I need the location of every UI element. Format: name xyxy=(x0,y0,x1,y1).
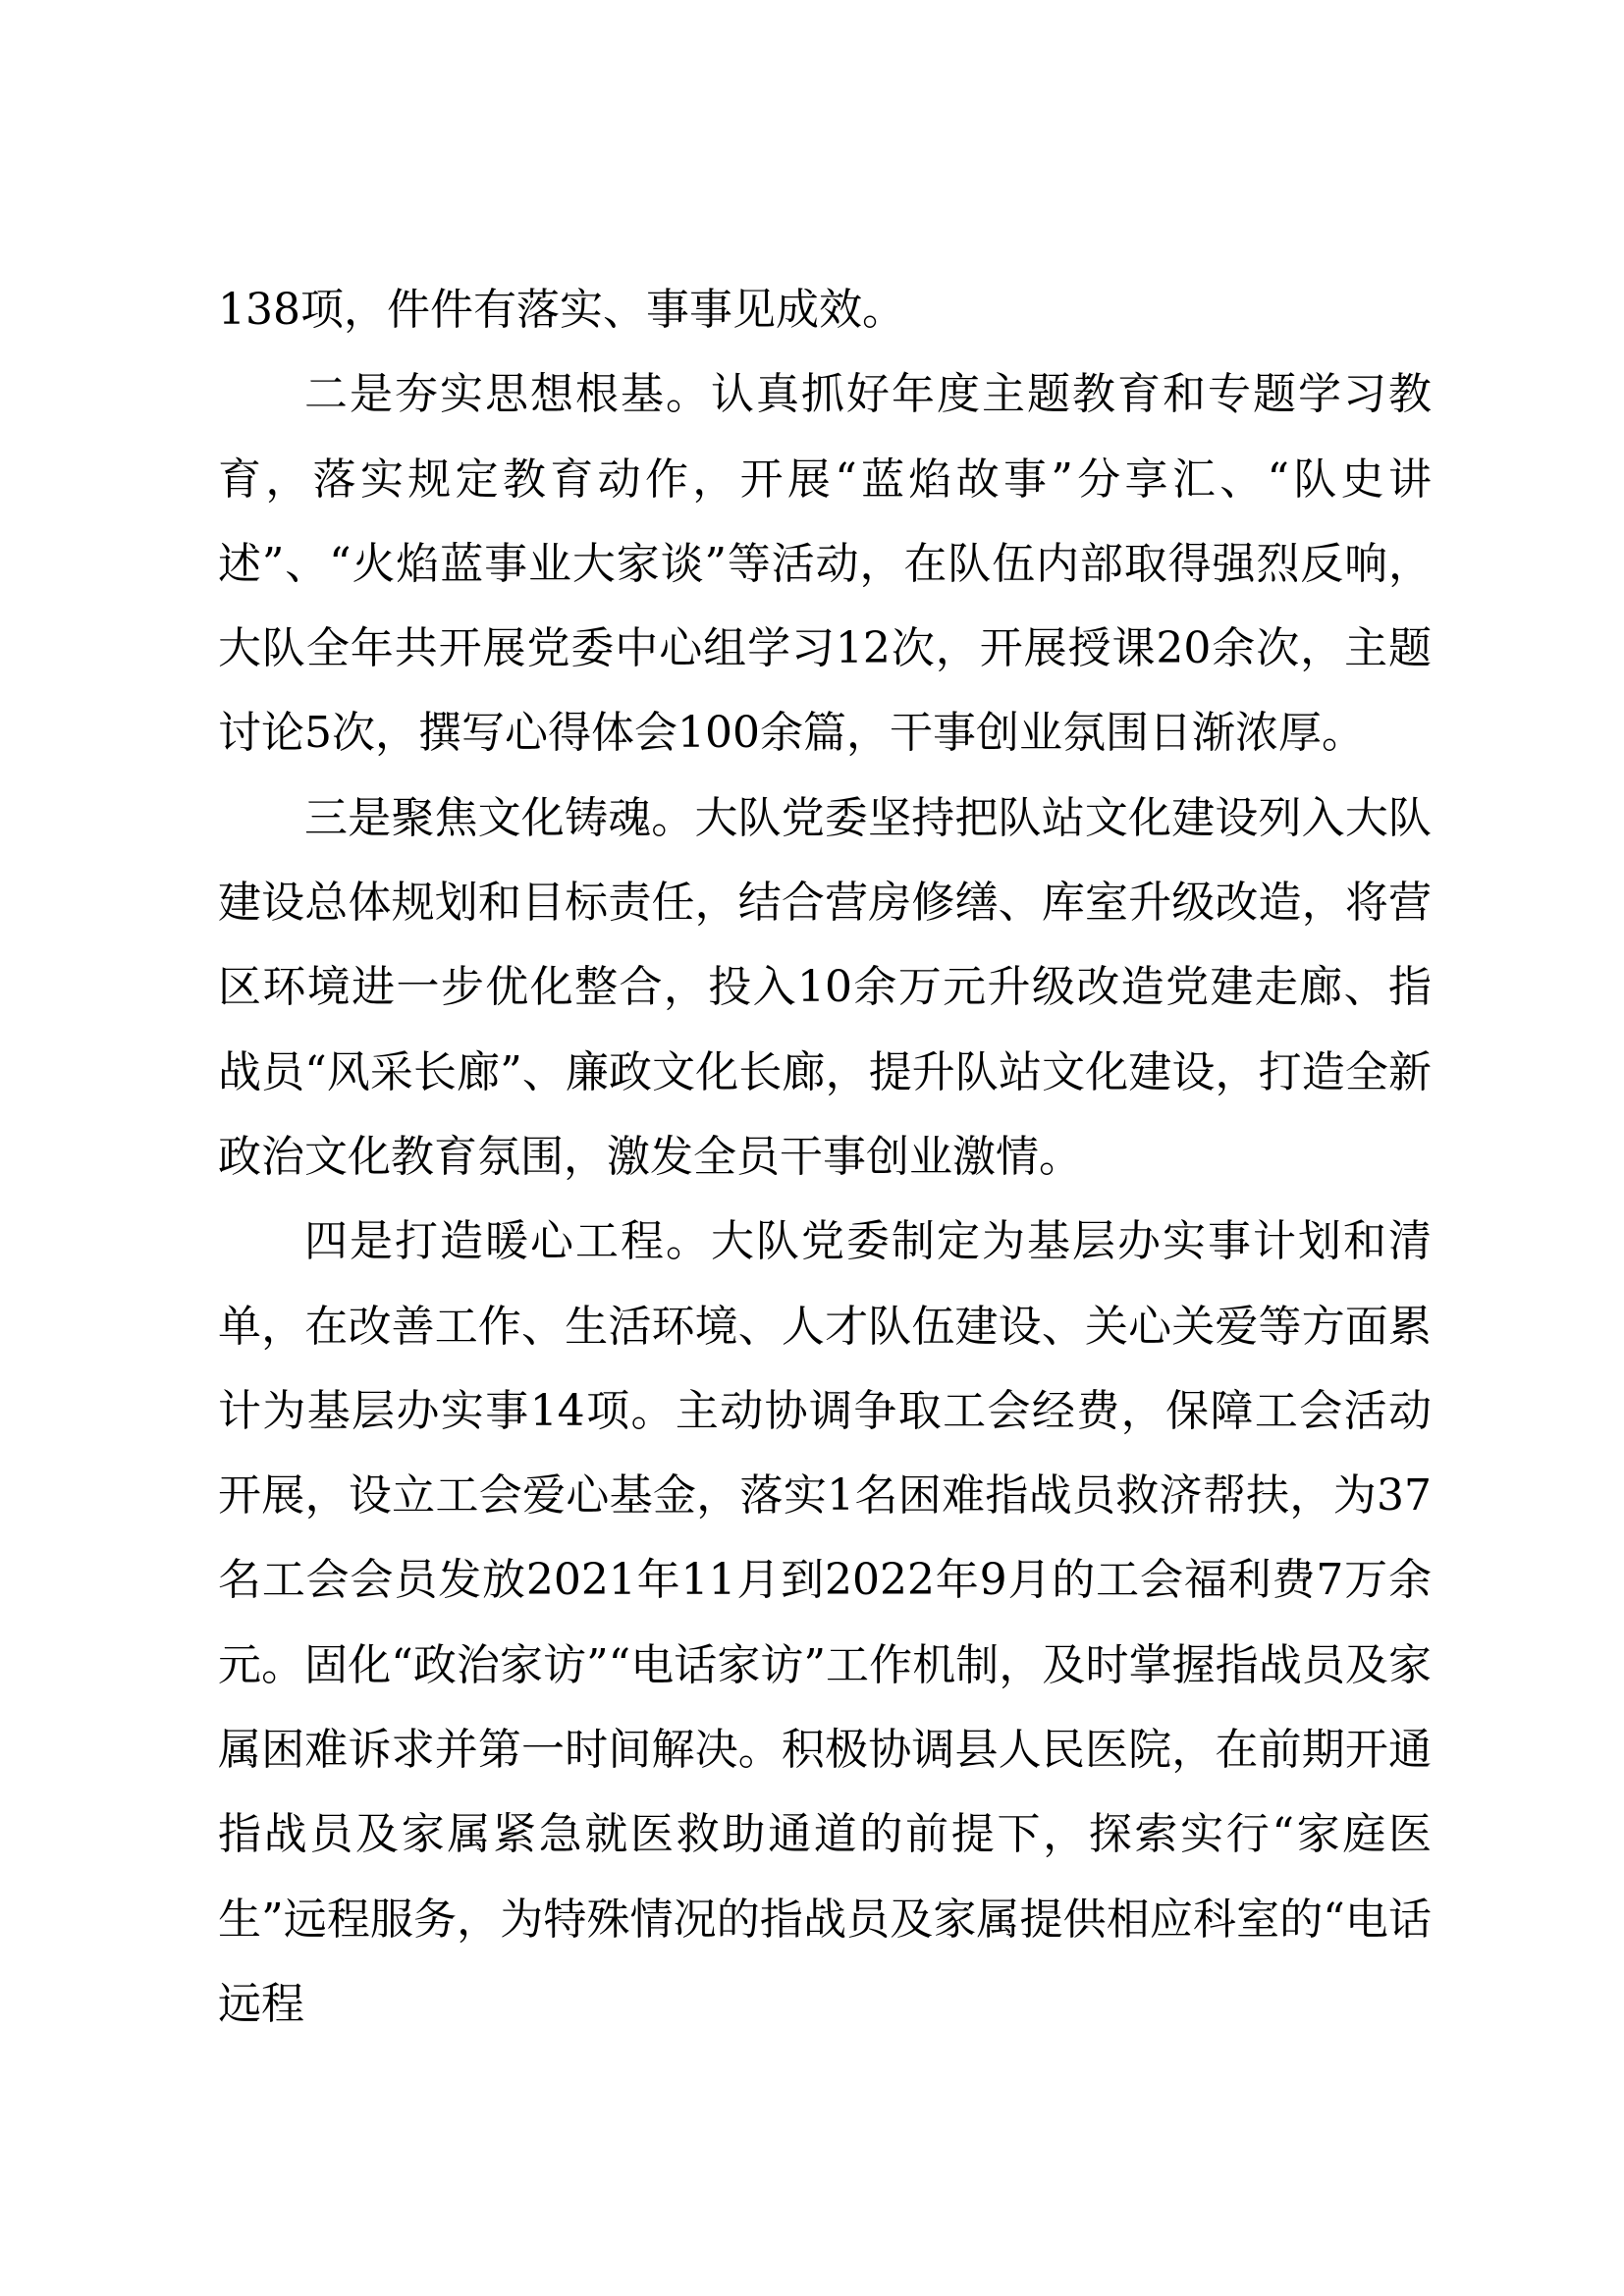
paragraph-3-text: 三是聚焦文化铸魂。大队党委坚持把队站文化建设列入大队建设总体规划和目标责任，结合营房修缮、库室升级改造，将营区环境进一步优化整合，投入10余万元升级改造党建走廊、指战员“风采长廊”、廉政文化长廊，提升队站文化建设，打造全新政治文化教育氛围，激发全员干事创业激情。 xyxy=(218,792,1432,1182)
document-body xyxy=(218,268,1432,2047)
paragraph-1 xyxy=(218,268,1432,352)
paragraph-1-text: 138项，件件有落实、事事见成效。 xyxy=(218,285,905,335)
paragraph-2 xyxy=(218,352,1432,775)
paragraph-4 xyxy=(218,1200,1432,2047)
paragraph-2-text: 二是夯实思想根基。认真抓好年度主题教育和专题学习教育，落实规定教育动作，开展“蓝焰故事”分享汇、“队史讲述”、“火焰蓝事业大家谈”等活动，在队伍内部取得强烈反响，大队全年共开展党委中心组学习12次，开展授课20余次，主题讨论5次，撰写心得体会100余篇，干事创业氛围日渐浓厚。 xyxy=(218,369,1432,759)
paragraph-4-text: 四是打造暖心工程。大队党委制定为基层办实事计划和清单，在改善工作、生活环境、人才队伍建设、关心关爱等方面累计为基层办实事14项。主动协调争取工会经费，保障工会活动开展，设立工会爱心基金，落实1名困难指战员救济帮扶，为37名工会会员发放2021年11月到2022年9月的工会福利费7万余元。固化“政治家访”“电话家访”工作机制，及时掌握指战员及家属困难诉求并第一时间解决。积极协调县人民医院，在前期开通指战员及家属紧急就医救助通道的前提下，探索实行“家庭医生”远程服务，为特殊情况的指战员及家属提供相应科室的“电话远程 xyxy=(218,1216,1432,2029)
paragraph-3 xyxy=(218,776,1432,1200)
